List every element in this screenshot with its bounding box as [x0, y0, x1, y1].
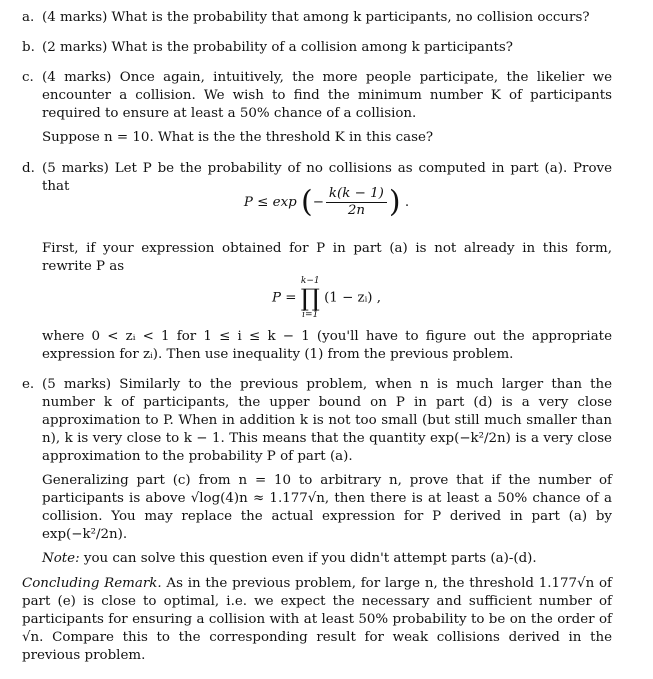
product-symbol: k−1 ∏ i=1	[300, 276, 320, 320]
eq1-denominator: 2n	[347, 203, 365, 218]
remark-text: As in the previous problem, for large n, the threshold 1.177√n of part (e) is close to optimal, i.e. we expect the necessary and sufficient number of participants for ensuring a collision with at least 50% probability to be on the order of √n. Compare this to the corresponding result for weak collisions derived in the previous problem.	[22, 576, 612, 663]
eq1-numerator: k(k − 1)	[326, 186, 387, 203]
part-a	[22, 9, 612, 27]
note-label: Note:	[42, 551, 80, 566]
part-e-text: (5 marks) Similarly to the previous problem, when n is much larger than the number k of participants, the upper bound on P in part (d) is a very close approximation to P. When in addition k is not too small (but still much smaller than n), k is very close to k − 1. This means that the quantity exp(−k²/2n) is a very close approximation to the probability P of part (a).	[42, 377, 612, 464]
part-b-text: (2 marks) What is the probability of a collision among k participants?	[42, 40, 513, 55]
eq2-lhs: P =	[271, 290, 297, 306]
part-a-label: a.	[22, 10, 35, 25]
part-e	[22, 376, 612, 568]
eq2-body: (1 − zᵢ) ,	[324, 290, 382, 306]
part-c-text: (4 marks) Once again, intuitively, the more people participate, the likelier we encounter a collision. We wish to find the minimum number K of participants required to ensure at least a 50% chance of a collision.	[42, 70, 612, 121]
eq1-close-paren: )	[388, 184, 401, 220]
part-d-para1	[22, 240, 612, 276]
eq1-open-paren: (	[300, 184, 313, 220]
part-e-para1: Generalizing part (c) from n = 10 to arbitrary n, prove that if the number of participants is above √log(4)n ≈ 1.177√n, then there is at least a 50% chance of a collision. You may replace the actual expression for P derived in part (a) by exp(−k²/2n).	[42, 473, 612, 542]
part-d-label: d.	[22, 161, 35, 176]
note-text: you can solve this question even if you didn't attempt parts (a)-(d).	[83, 551, 537, 566]
part-d-para2	[22, 328, 612, 364]
part-e-note	[42, 550, 612, 568]
part-d-para2-text: where 0 < zᵢ < 1 for 1 ≤ i ≤ k − 1 (you'll have to figure out the appropriate expression for zᵢ). Then use inequality (1) from the previous problem.	[42, 329, 612, 362]
part-b	[22, 39, 612, 57]
part-e-label: e.	[22, 377, 35, 392]
part-b-label: b.	[22, 40, 35, 55]
eq1-lhs: P ≤ exp	[243, 195, 297, 210]
part-c-question: Suppose n = 10. What is the the threshold K in this case?	[42, 130, 434, 145]
part-c	[22, 69, 612, 147]
equation-exp-bound: P ≤ exp (− $\frac{k(k - 1)}{2n}$ ) .	[243, 184, 410, 220]
concluding-remark	[22, 575, 612, 665]
eq2-lower-limit: i=1	[302, 310, 319, 320]
part-d-para1-text: First, if your expression obtained for P in part (a) is not already in this form, rewrite P as	[42, 241, 612, 274]
part-c-label: c.	[22, 70, 34, 85]
equation-product	[0, 276, 653, 320]
part-a-text: (4 marks) What is the probability that among k participants, no collision occurs?	[42, 10, 590, 25]
eq1-fraction	[326, 186, 387, 219]
part-d-text: (5 marks) Let P be the probability of no collisions as computed in part (a). Prove that	[42, 161, 612, 194]
remark-label: Concluding Remark.	[22, 576, 162, 591]
eq2-upper-limit: k−1	[300, 276, 320, 286]
